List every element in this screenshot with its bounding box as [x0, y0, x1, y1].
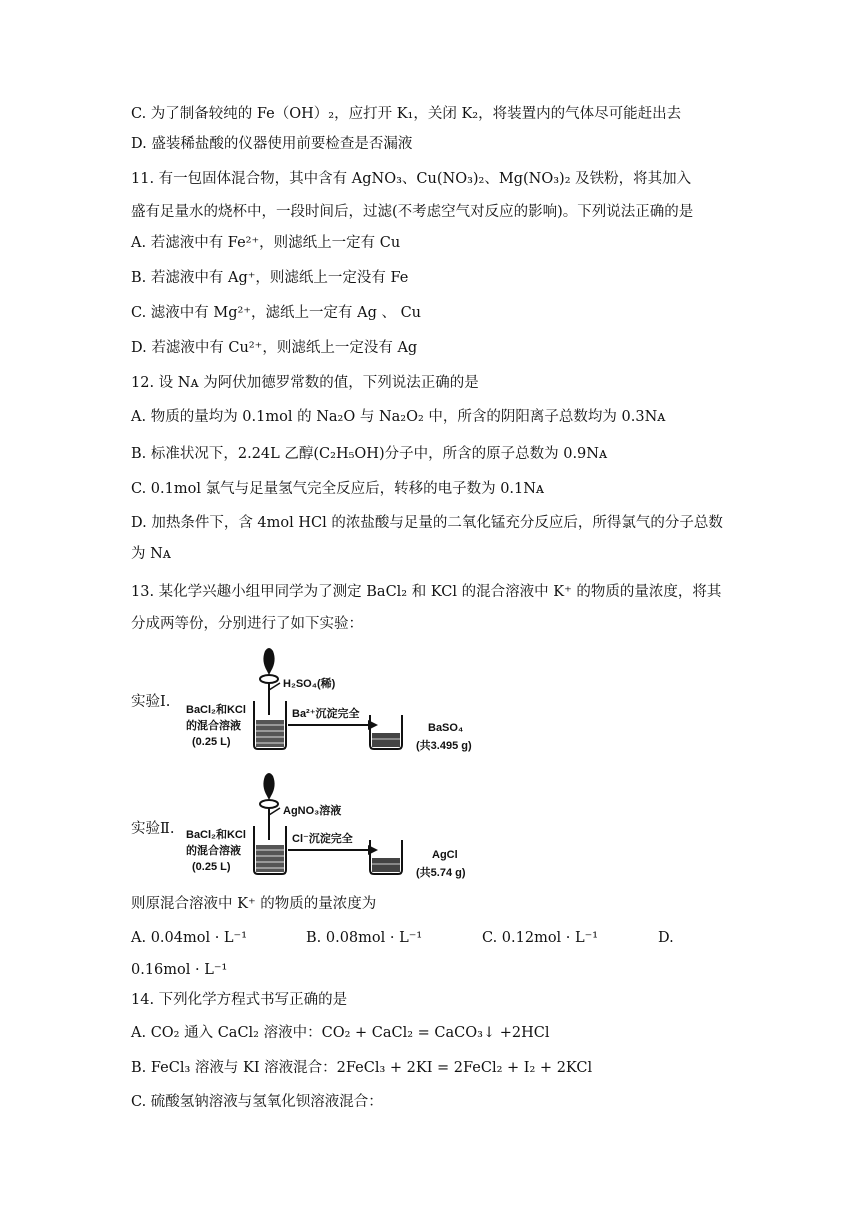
svg-text:(0.25 L): (0.25 L)	[192, 861, 231, 873]
q13-question: 则原混合溶液中 K⁺ 的物质的量浓度为	[131, 896, 377, 912]
q12-option-d-line1: D. 加热条件下，含 4mol HCl 的浓盐酸与足量的二氧化锰充分反应后，所得氯气的分子总数	[131, 515, 723, 531]
svg-text:(0.25 L): (0.25 L)	[192, 736, 231, 748]
q14-option-b: B. FeCl₃ 溶液与 KI 溶液混合：2FeCl₃ + 2KI = 2FeCl₂ + I₂ + 2KCl	[131, 1060, 593, 1076]
q14-option-c: C. 硫酸氢钠溶液与氢氧化钡溶液混合：	[131, 1094, 383, 1110]
svg-text:BaCl₂和KCl: BaCl₂和KCl	[186, 704, 246, 716]
svg-text:BaSO₄: BaSO₄	[428, 722, 464, 734]
svg-text:的混合溶液: 的混合溶液	[186, 845, 241, 857]
q13-option-c: C. 0.12mol · L⁻¹	[482, 930, 599, 946]
q12-option-d-line2: 为 Nᴀ	[131, 546, 171, 562]
svg-text:的混合溶液: 的混合溶液	[186, 720, 241, 732]
q12-option-c: C. 0.1mol 氯气与足量氢气完全反应后，转移的电子数为 0.1Nᴀ	[131, 481, 545, 497]
exp2-arrow-label: Cl⁻沉淀完全	[292, 833, 353, 845]
exp2-reagent: AgNO₃溶液	[283, 805, 342, 817]
q13-option-a: A. 0.04mol · L⁻¹	[131, 930, 248, 946]
q14-option-a: A. CO₂ 通入 CaCl₂ 溶液中：CO₂ + CaCl₂ = CaCO₃↓ +2HCl	[131, 1025, 550, 1041]
q11-option-b: B. 若滤液中有 Ag⁺，则滤纸上一定没有 Fe	[131, 270, 409, 286]
exp1-arrow-label: Ba²⁺沉淀完全	[292, 708, 360, 720]
q10-option-d: D. 盛装稀盐酸的仪器使用前要检查是否漏液	[131, 136, 413, 152]
svg-text:BaCl₂和KCl: BaCl₂和KCl	[186, 829, 246, 841]
q11-option-d: D. 若滤液中有 Cu²⁺，则滤纸上一定没有 Ag	[131, 340, 418, 356]
q13-stem-line2: 分成两等份，分别进行了如下实验：	[131, 616, 363, 632]
experiment-1-label: 实验Ⅰ.	[131, 694, 171, 710]
q12-option-a: A. 物质的量均为 0.1mol 的 Na₂O 与 Na₂O₂ 中，所含的阴阳离子总数均为 0.3Nᴀ	[131, 409, 666, 425]
exp1-reagent: H₂SO₄(稀)	[283, 678, 336, 690]
q13-stem-line1: 13. 某化学兴趣小组甲同学为了测定 BaCl₂ 和 KCl 的混合溶液中 K⁺ 的物质的量浓度，将其	[131, 584, 722, 600]
experiment-1-diagram	[180, 645, 490, 760]
q14-stem: 14. 下列化学方程式书写正确的是	[131, 992, 348, 1008]
svg-text:(共5.74 g): (共5.74 g)	[416, 867, 466, 879]
svg-text:(共3.495 g): (共3.495 g)	[416, 740, 472, 752]
q10-option-c: C. 为了制备较纯的 Fe（OH）₂，应打开 K₁，关闭 K₂，将装置内的气体尽可能赶出去	[131, 106, 682, 122]
q11-option-c: C. 滤液中有 Mg²⁺，滤纸上一定有 Ag 、 Cu	[131, 305, 422, 321]
q13-option-d-label: D.	[658, 930, 674, 946]
q12-option-b: B. 标准状况下，2.24L 乙醇(C₂H₅OH)分子中，所含的原子总数为 0.9Nᴀ	[131, 446, 608, 462]
q11-stem-line2: 盛有足量水的烧杯中，一段时间后，过滤(不考虑空气对反应的影响)。下列说法正确的是	[131, 204, 694, 220]
svg-text:AgCl: AgCl	[432, 849, 458, 861]
q11-stem-line1: 11. 有一包固体混合物，其中含有 AgNO₃、Cu(NO₃)₂、Mg(NO₃)₂ 及铁粉，将其加入	[131, 171, 692, 187]
q13-option-b: B. 0.08mol · L⁻¹	[306, 930, 423, 946]
dropping-funnel-icon	[263, 773, 274, 800]
experiment-2-diagram	[180, 770, 490, 885]
experiment-2-label: 实验Ⅱ.	[131, 821, 175, 837]
dropping-funnel-icon	[263, 648, 274, 675]
q11-option-a: A. 若滤液中有 Fe²⁺，则滤纸上一定有 Cu	[131, 235, 401, 251]
q12-stem: 12. 设 Nᴀ 为阿伏加德罗常数的值，下列说法正确的是	[131, 375, 479, 391]
q13-option-d-value: 0.16mol · L⁻¹	[131, 962, 228, 978]
